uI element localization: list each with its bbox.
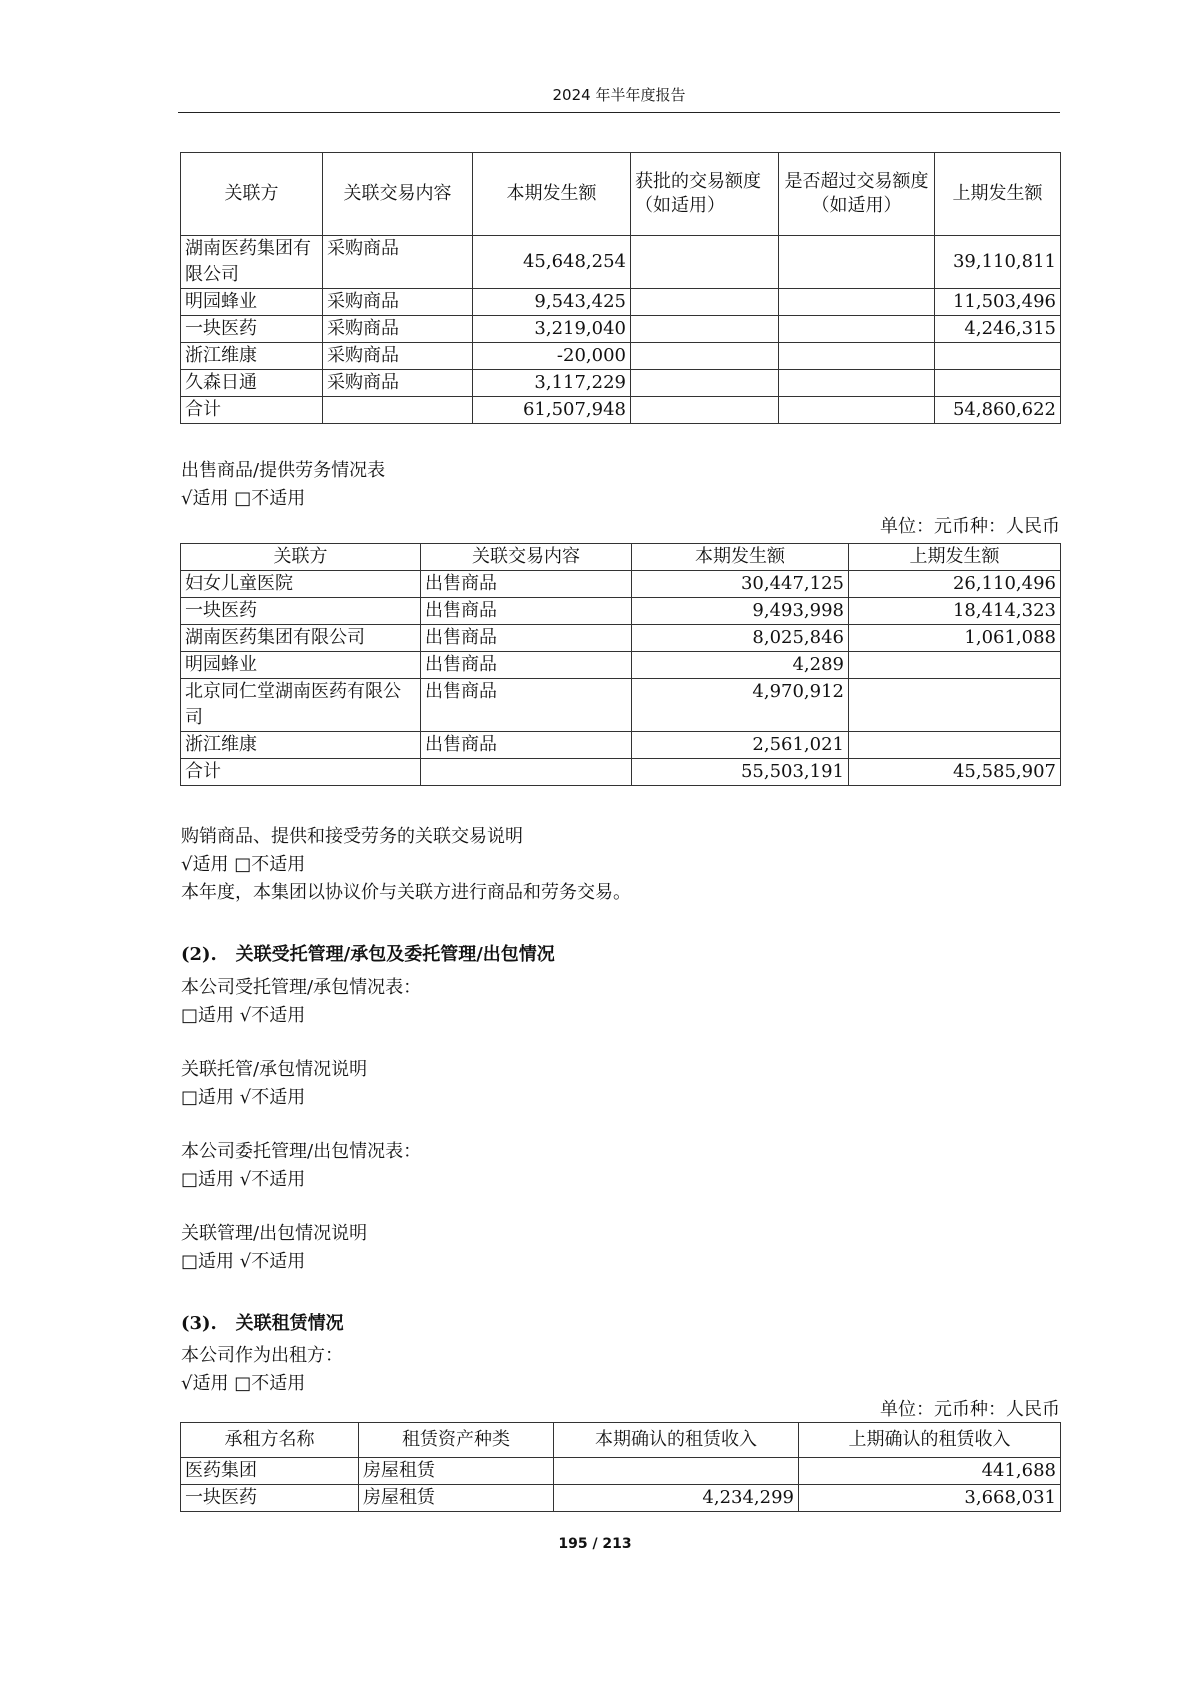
table-cell: -20,000 <box>473 343 631 370</box>
table-row <box>181 397 1061 424</box>
purchase-table-header <box>181 153 1061 236</box>
table-cell <box>779 236 935 289</box>
col-transaction-content: 关联交易内容 <box>323 153 473 236</box>
table-cell <box>323 397 473 424</box>
table-cell <box>631 236 779 289</box>
section3-applicable: √适用 □不适用 <box>181 1373 306 1394</box>
table-row <box>181 316 1061 343</box>
col-related-party: 关联方 <box>181 544 421 571</box>
table-cell: 4,246,315 <box>935 316 1061 343</box>
sales-table <box>180 543 1061 786</box>
table-row <box>181 571 1061 598</box>
table-cell: 一块医药 <box>181 1485 359 1512</box>
table-cell: 2,561,021 <box>632 732 849 759</box>
table-cell: 采购商品 <box>323 316 473 343</box>
table-cell: 久森日通 <box>181 370 323 397</box>
table-cell: 房屋租赁 <box>359 1485 554 1512</box>
table-cell: 医药集团 <box>181 1458 359 1485</box>
page-number: 195 / 213 <box>558 1536 632 1552</box>
table-cell: 1,061,088 <box>849 625 1061 652</box>
table-row <box>181 679 1061 732</box>
table-row <box>181 343 1061 370</box>
table-cell: 441,688 <box>799 1458 1061 1485</box>
table-cell: 3,117,229 <box>473 370 631 397</box>
table-cell: 3,668,031 <box>799 1485 1061 1512</box>
sales-unit: 单位：元币种：人民币 <box>880 516 1060 537</box>
table-cell: 出售商品 <box>421 625 632 652</box>
table-cell: 合计 <box>181 397 323 424</box>
table-cell: 浙江维康 <box>181 343 323 370</box>
table-cell: 采购商品 <box>323 289 473 316</box>
note-text: 本年度，本集团以协议价与关联方进行商品和劳务交易。 <box>181 882 631 903</box>
table-cell: 湖南医药集团有限公司 <box>181 625 421 652</box>
table-cell: 61,507,948 <box>473 397 631 424</box>
col-current-amount: 本期发生额 <box>473 153 631 236</box>
lease-table-header <box>181 1423 1061 1458</box>
col-prior-lease-income: 上期确认的租赁收入 <box>799 1423 1061 1458</box>
table-cell <box>779 316 935 343</box>
table-cell: 9,493,998 <box>632 598 849 625</box>
table-cell: 妇女儿童医院 <box>181 571 421 598</box>
table-cell <box>631 343 779 370</box>
table-cell <box>631 289 779 316</box>
col-exceeds-limit: 是否超过交易额度（如适用） <box>779 153 935 236</box>
table-cell: 30,447,125 <box>632 571 849 598</box>
table-cell <box>935 370 1061 397</box>
section2-item-1-title: 本公司受托管理/承包情况表： <box>181 977 422 998</box>
col-asset-type: 租赁资产种类 <box>359 1423 554 1458</box>
table-row <box>181 1485 1061 1512</box>
sales-applicable: √适用 □不适用 <box>181 488 306 509</box>
section2-item-4-applicable: □适用 √不适用 <box>181 1251 306 1272</box>
section2-item-2-title: 关联托管/承包情况说明 <box>181 1059 368 1080</box>
table-cell: 55,503,191 <box>632 759 849 786</box>
table-cell <box>779 289 935 316</box>
table-cell <box>631 370 779 397</box>
table-row <box>181 732 1061 759</box>
table-cell: 明园蜂业 <box>181 652 421 679</box>
section2-heading: (2). 关联受托管理/承包及委托管理/出包情况 <box>181 944 555 965</box>
note-title: 购销商品、提供和接受劳务的关联交易说明 <box>181 826 523 847</box>
table-cell: 出售商品 <box>421 652 632 679</box>
table-cell: 18,414,323 <box>849 598 1061 625</box>
section2-item-3-title: 本公司委托管理/出包情况表： <box>181 1141 422 1162</box>
table-cell <box>849 679 1061 732</box>
table-row <box>181 1458 1061 1485</box>
col-current-lease-income: 本期确认的租赁收入 <box>554 1423 799 1458</box>
col-transaction-content: 关联交易内容 <box>421 544 632 571</box>
table-cell: 45,648,254 <box>473 236 631 289</box>
table-cell: 出售商品 <box>421 598 632 625</box>
table-row <box>181 289 1061 316</box>
section2-item-4-title: 关联管理/出包情况说明 <box>181 1223 368 1244</box>
table-cell <box>779 343 935 370</box>
table-cell: 45,585,907 <box>849 759 1061 786</box>
table-cell: 明园蜂业 <box>181 289 323 316</box>
col-approved-limit: 获批的交易额度（如适用） <box>631 153 779 236</box>
table-cell: 采购商品 <box>323 343 473 370</box>
table-cell: 房屋租赁 <box>359 1458 554 1485</box>
table-row <box>181 625 1061 652</box>
table-cell: 出售商品 <box>421 679 632 732</box>
table-cell: 11,503,496 <box>935 289 1061 316</box>
table-cell <box>631 397 779 424</box>
col-related-party: 关联方 <box>181 153 323 236</box>
table-cell: 9,543,425 <box>473 289 631 316</box>
page-header: 2024 年半年度报告 <box>178 84 1060 113</box>
sales-table-header <box>181 544 1061 571</box>
table-cell: 出售商品 <box>421 571 632 598</box>
table-cell: 合计 <box>181 759 421 786</box>
table-cell <box>631 316 779 343</box>
table-row <box>181 236 1061 289</box>
table-cell: 采购商品 <box>323 370 473 397</box>
table-row <box>181 759 1061 786</box>
col-prior-amount: 上期发生额 <box>935 153 1061 236</box>
table-cell <box>421 759 632 786</box>
table-cell: 4,289 <box>632 652 849 679</box>
table-cell: 39,110,811 <box>935 236 1061 289</box>
sales-section-title: 出售商品/提供劳务情况表 <box>181 460 386 481</box>
section3-unit: 单位：元币种：人民币 <box>880 1399 1060 1420</box>
table-cell <box>849 732 1061 759</box>
section2-item-3-applicable: □适用 √不适用 <box>181 1169 306 1190</box>
table-row <box>181 370 1061 397</box>
purchase-table <box>180 152 1061 424</box>
table-cell: 一块医药 <box>181 316 323 343</box>
section2-item-1-applicable: □适用 √不适用 <box>181 1005 306 1026</box>
table-cell: 北京同仁堂湖南医药有限公司 <box>181 679 421 732</box>
section2-item-2-applicable: □适用 √不适用 <box>181 1087 306 1108</box>
table-cell: 54,860,622 <box>935 397 1061 424</box>
table-row <box>181 652 1061 679</box>
table-cell: 一块医药 <box>181 598 421 625</box>
note-applicable: √适用 □不适用 <box>181 854 306 875</box>
table-cell <box>779 397 935 424</box>
table-cell <box>935 343 1061 370</box>
table-cell: 采购商品 <box>323 236 473 289</box>
table-cell: 浙江维康 <box>181 732 421 759</box>
table-cell: 26,110,496 <box>849 571 1061 598</box>
section3-heading: (3). 关联租赁情况 <box>181 1313 344 1334</box>
col-current-amount: 本期发生额 <box>632 544 849 571</box>
table-cell: 湖南医药集团有限公司 <box>181 236 323 289</box>
table-cell: 8,025,846 <box>632 625 849 652</box>
col-prior-amount: 上期发生额 <box>849 544 1061 571</box>
table-cell: 3,219,040 <box>473 316 631 343</box>
table-cell: 4,234,299 <box>554 1485 799 1512</box>
table-cell <box>554 1458 799 1485</box>
table-cell: 4,970,912 <box>632 679 849 732</box>
section3-subtitle: 本公司作为出租方： <box>181 1345 343 1366</box>
col-lessee: 承租方名称 <box>181 1423 359 1458</box>
table-cell <box>849 652 1061 679</box>
lease-table <box>180 1422 1061 1512</box>
table-row <box>181 598 1061 625</box>
table-cell: 出售商品 <box>421 732 632 759</box>
table-cell <box>779 370 935 397</box>
